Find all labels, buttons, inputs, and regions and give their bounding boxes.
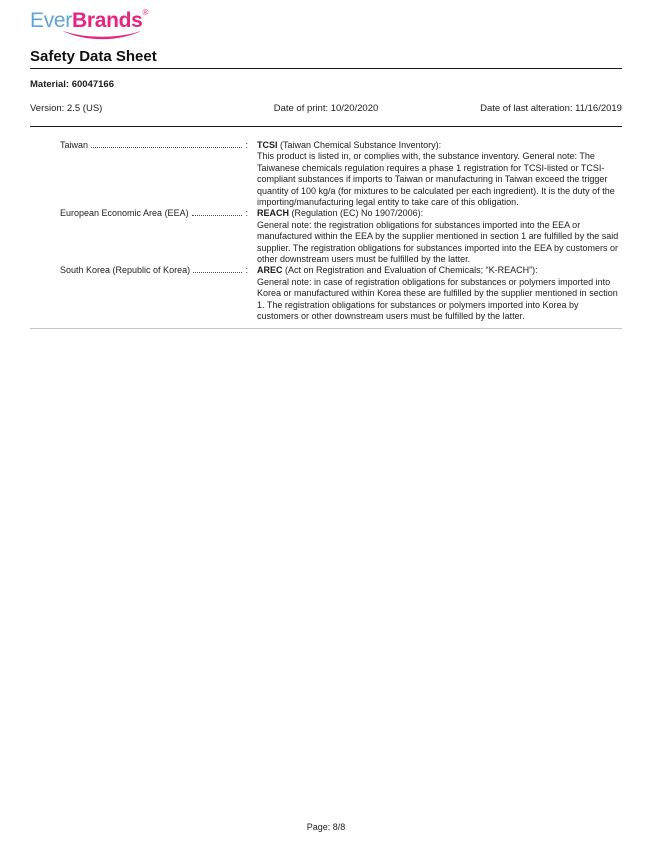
entry-region-label bbox=[30, 265, 248, 276]
dot-leader bbox=[192, 215, 243, 216]
logo-brands-text: Brands bbox=[71, 9, 143, 32]
regulation-code-suffix: (Taiwan Chemical Substance Inventory): bbox=[277, 140, 442, 150]
entry-region-label bbox=[30, 140, 248, 151]
date-of-last-alteration-label: Date of last alteration: 11/16/2019 bbox=[480, 103, 622, 114]
region-name: Taiwan bbox=[60, 140, 89, 150]
entry-region-label bbox=[30, 208, 248, 219]
entry-colon: : bbox=[245, 265, 248, 276]
entry-note: This product is listed in, or complies with, the substance inventory. General note: The Taiwanese chemicals regulation requires a phase 1 registration for TCSI-listed or TCSI-compliant substances if imports to Taiwan or manufacturing in Taiwan exceed the trigger quantity of 100 kg/a (for mixtures to be calculated per each ingredient). It is the duty of the importing/manufacturing legal entity to take care of this obligation. bbox=[257, 151, 615, 208]
inventory-entry-taiwan bbox=[30, 140, 622, 208]
entry-colon: : bbox=[245, 140, 248, 150]
entry-note: General note: in case of registration obligations for substances or polymers imported into Korea or manufactured within Korea these are fulfilled by the supplier mentioned in section 1. The registration obligations for substances or polymers imported into Korea by customers or other downstream users must be fulfilled by the latter. bbox=[257, 276, 618, 322]
inventory-entries bbox=[30, 140, 622, 323]
everbrands-logo bbox=[30, 10, 622, 42]
version-label: Version: 2.5 (US) bbox=[30, 103, 103, 114]
entry-colon: : bbox=[245, 208, 248, 219]
document-meta-row bbox=[30, 103, 622, 127]
entry-note: General note: the registration obligations for substances imported into the EEA or manufactured within the EEA by the supplier mentioned in section 1 are fulfilled by the said supplier. The registration obligations for substances imported into the EEA by customers or other downstream users must be fulfilled by the latter. bbox=[257, 219, 619, 265]
regulation-code-suffix: (Regulation (EC) No 1907/2006): bbox=[289, 208, 424, 219]
sds-document-page bbox=[0, 10, 652, 850]
entry-text bbox=[257, 208, 622, 265]
inventory-entry-eea bbox=[30, 208, 622, 265]
regulation-code-suffix: (Act on Registration and Evaluation of Chemicals; “K-REACH”): bbox=[282, 265, 538, 276]
logo-wordmark bbox=[30, 10, 622, 31]
region-name: South Korea (Republic of Korea) bbox=[60, 265, 191, 276]
date-of-print-label: Date of print: 10/20/2020 bbox=[273, 103, 379, 114]
regulation-code: REACH bbox=[257, 208, 290, 219]
entry-text bbox=[257, 140, 622, 208]
section-divider bbox=[30, 328, 622, 329]
dot-leader bbox=[91, 147, 242, 148]
entry-text bbox=[257, 265, 622, 322]
regulation-code: AREC bbox=[257, 265, 283, 276]
material-number: Material: 60047166 bbox=[30, 79, 114, 90]
page-footer bbox=[0, 822, 652, 832]
inventory-entry-south-korea bbox=[30, 265, 622, 322]
page-title: Safety Data Sheet bbox=[30, 48, 622, 69]
registered-trademark-icon: ® bbox=[142, 8, 149, 17]
dot-leader bbox=[193, 272, 242, 273]
page-number: Page: 8/8 bbox=[306, 822, 346, 832]
regulation-code: TCSI bbox=[257, 140, 278, 150]
region-name: European Economic Area (EEA) bbox=[60, 208, 189, 219]
logo-ever-text: Ever bbox=[30, 9, 72, 32]
